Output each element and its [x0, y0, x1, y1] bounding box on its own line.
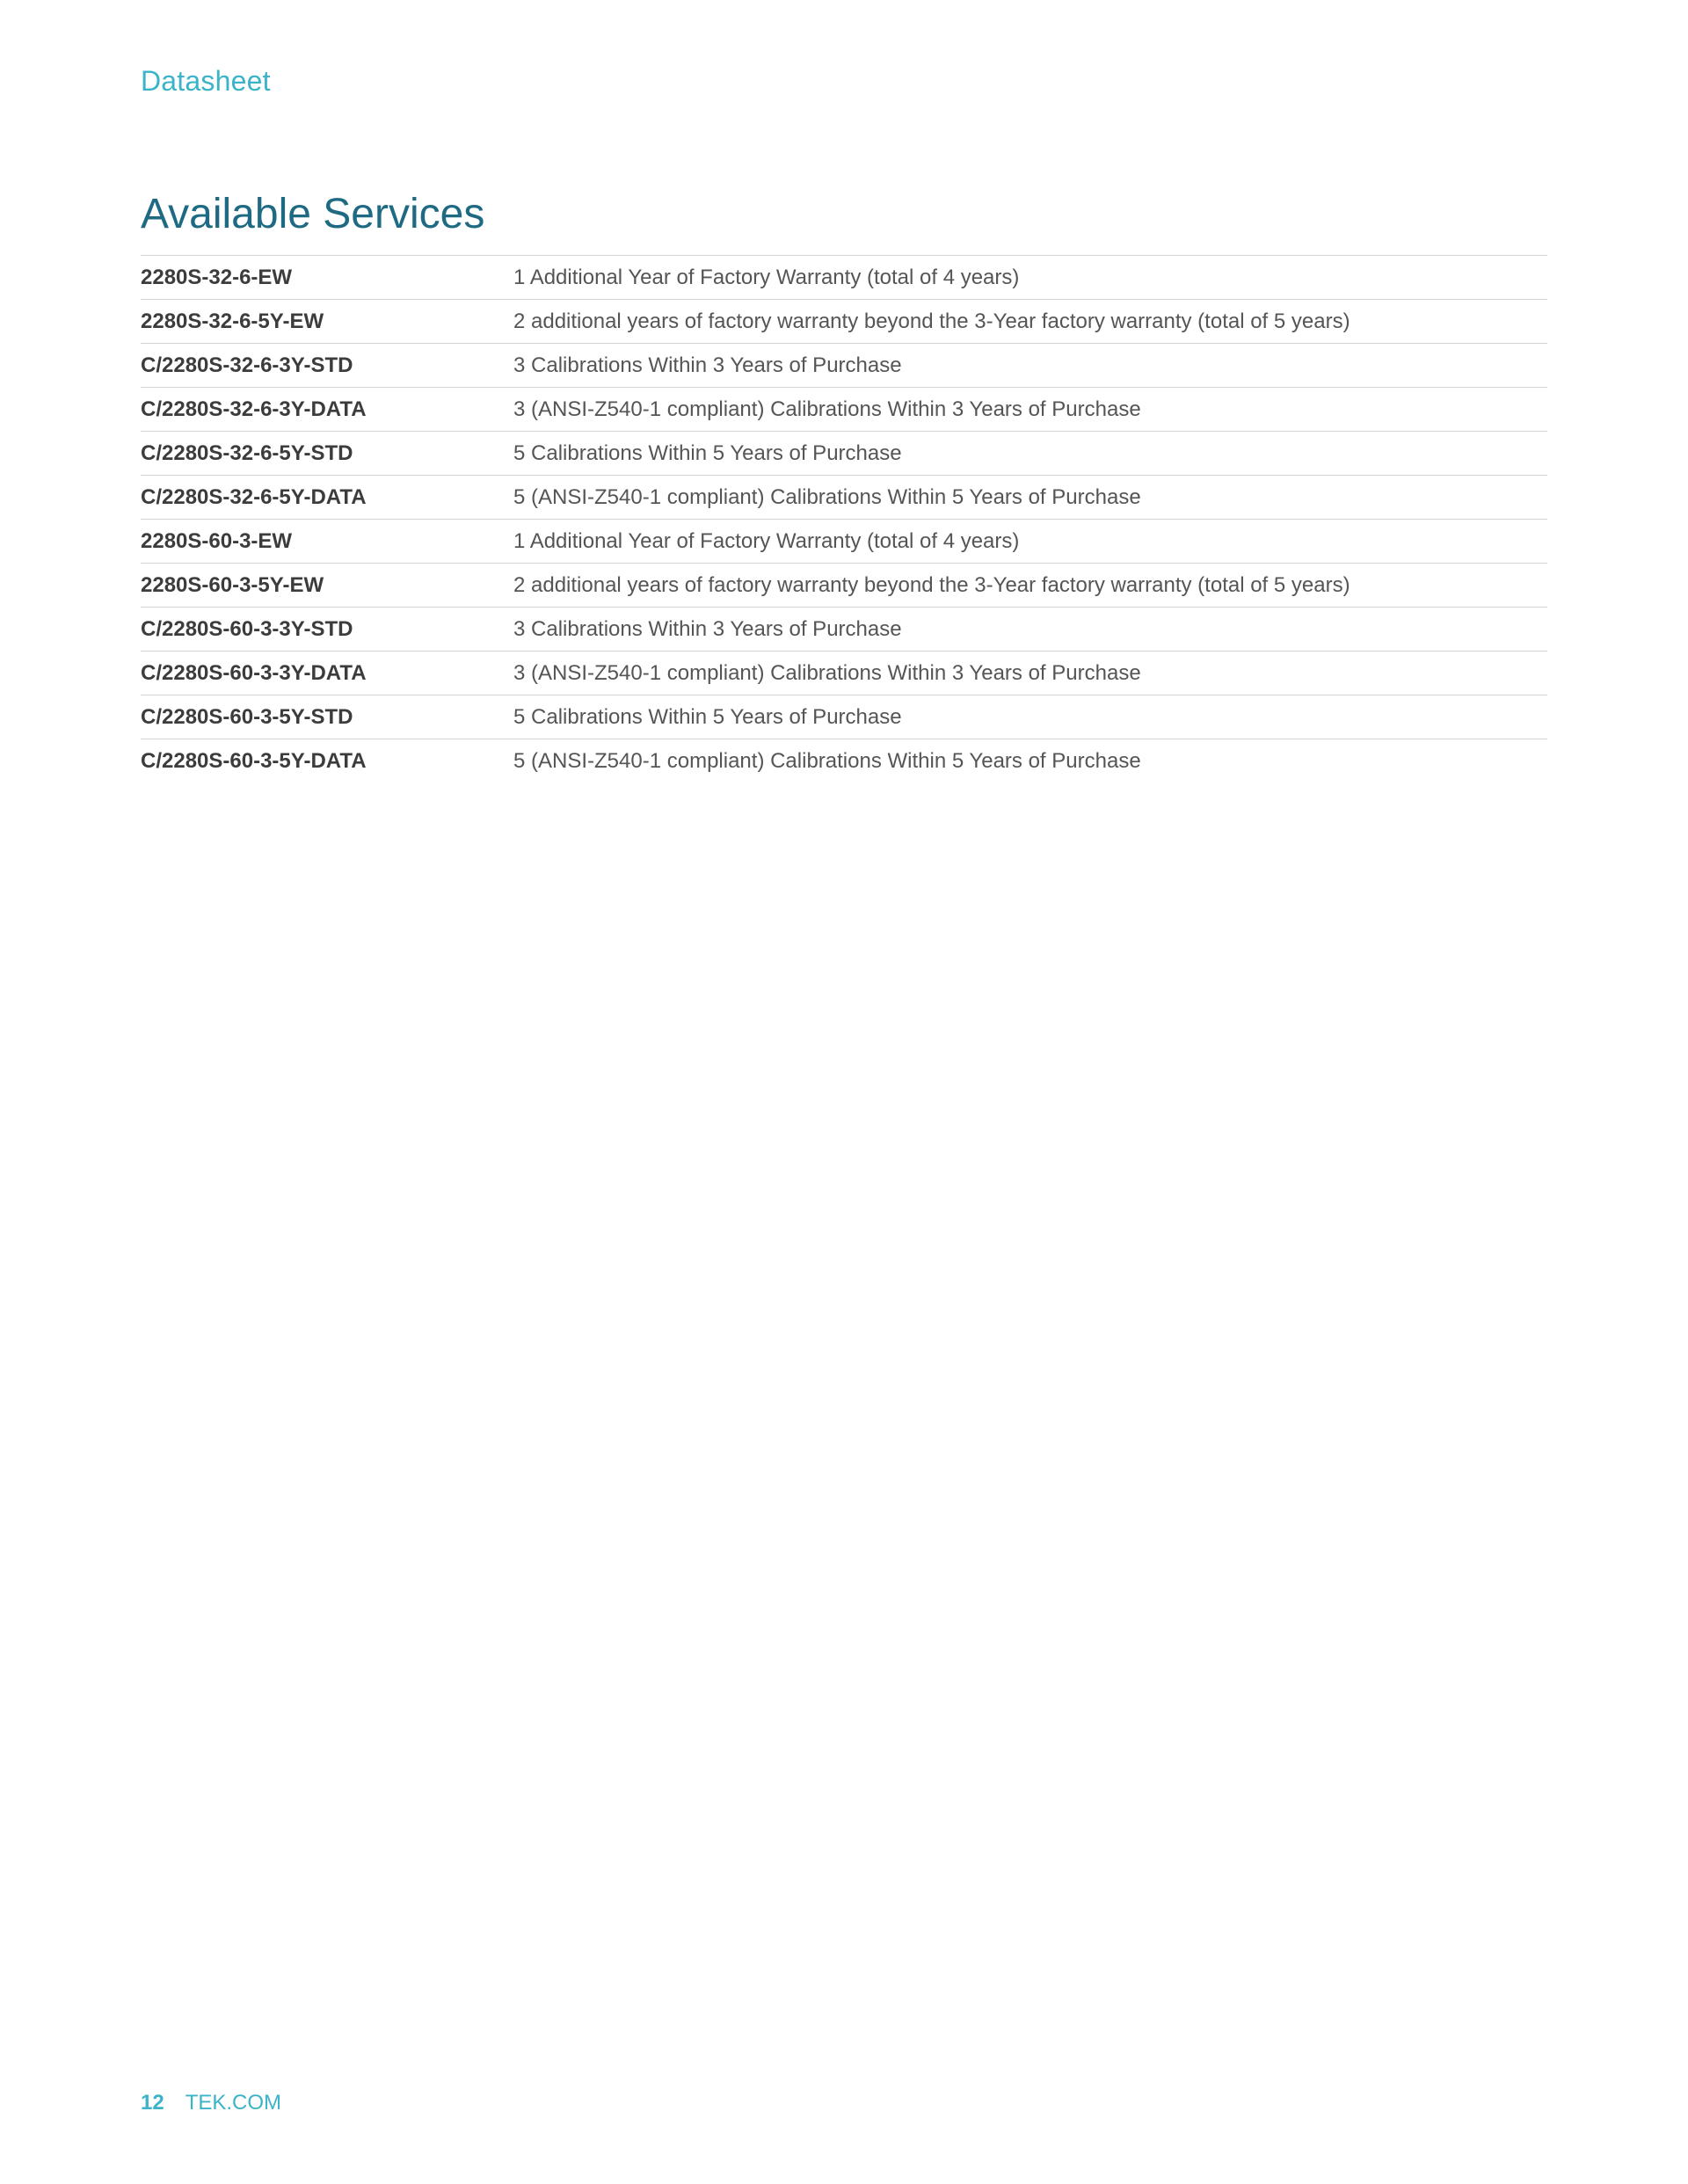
- service-code: 2280S-60-3-EW: [141, 528, 293, 553]
- service-description: 1 Additional Year of Factory Warranty (total of 4 years): [513, 265, 1020, 289]
- table-row: [141, 608, 1547, 652]
- service-description: 5 (ANSI-Z540-1 compliant) Calibrations Within 5 Years of Purchase: [513, 484, 1141, 509]
- service-description: 3 (ANSI-Z540-1 compliant) Calibrations Within 3 Years of Purchase: [513, 397, 1141, 421]
- service-description: 5 Calibrations Within 5 Years of Purchase: [513, 704, 902, 729]
- service-code: 2280S-32-6-EW: [141, 265, 293, 289]
- service-description: 1 Additional Year of Factory Warranty (total of 4 years): [513, 528, 1020, 553]
- table-row: [141, 432, 1547, 476]
- service-description: 2 additional years of factory warranty beyond the 3-Year factory warranty (total of 5 years): [513, 572, 1350, 597]
- service-code: C/2280S-60-3-5Y-STD: [141, 704, 353, 729]
- page-number: 12: [141, 2091, 164, 2115]
- table-row: [141, 564, 1547, 608]
- service-description: 3 (ANSI-Z540-1 compliant) Calibrations Within 3 Years of Purchase: [513, 660, 1141, 685]
- service-code: 2280S-60-3-5Y-EW: [141, 572, 324, 597]
- section-title: Available Services: [141, 191, 485, 237]
- table-row: [141, 388, 1547, 432]
- service-description: 5 (ANSI-Z540-1 compliant) Calibrations Within 5 Years of Purchase: [513, 748, 1141, 773]
- table-row: [141, 652, 1547, 695]
- table-row: [141, 520, 1547, 564]
- table-row: [141, 739, 1547, 783]
- service-code: C/2280S-60-3-3Y-DATA: [141, 660, 367, 685]
- service-description: 2 additional years of factory warranty beyond the 3-Year factory warranty (total of 5 years): [513, 309, 1350, 333]
- service-description: 3 Calibrations Within 3 Years of Purchase: [513, 616, 902, 641]
- service-code: C/2280S-32-6-5Y-STD: [141, 440, 353, 465]
- table-row: [141, 476, 1547, 520]
- service-description: 5 Calibrations Within 5 Years of Purchase: [513, 440, 902, 465]
- table-row: [141, 300, 1547, 344]
- table-row: [141, 344, 1547, 388]
- service-description: 3 Calibrations Within 3 Years of Purchase: [513, 353, 902, 377]
- services-table: [141, 255, 1547, 783]
- page-footer: [141, 2091, 281, 2115]
- table-row: [141, 256, 1547, 300]
- service-code: C/2280S-32-6-5Y-DATA: [141, 484, 367, 509]
- service-code: 2280S-32-6-5Y-EW: [141, 309, 324, 333]
- service-code: C/2280S-32-6-3Y-STD: [141, 353, 353, 377]
- service-code: C/2280S-60-3-3Y-STD: [141, 616, 353, 641]
- service-code: C/2280S-60-3-5Y-DATA: [141, 748, 367, 773]
- document-type-label: Datasheet: [141, 65, 271, 97]
- site-link[interactable]: TEK.COM: [185, 2091, 282, 2115]
- table-row: [141, 695, 1547, 739]
- service-code: C/2280S-32-6-3Y-DATA: [141, 397, 367, 421]
